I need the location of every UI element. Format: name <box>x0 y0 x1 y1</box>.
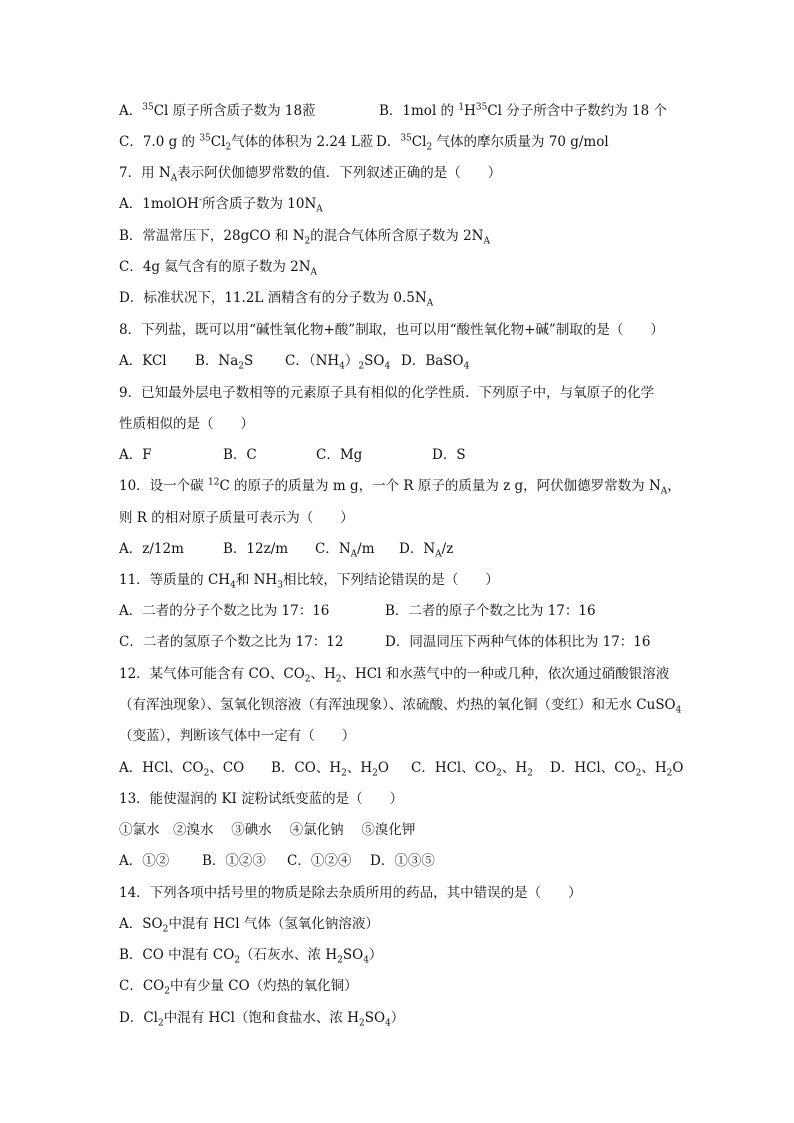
q12-option-b[interactable]: B．CO、$H_2$、$H_2O$ <box>271 760 389 779</box>
q9-option-a[interactable]: A．F <box>119 447 152 463</box>
q9-stem-line1: 9．已知最外层电子数相等的元素原子具有相似的化学性质．下列原子中，与氧原子的化学 <box>119 385 655 401</box>
q12-option-c[interactable]: C．HCl、$CO_2$、$H_2$ <box>411 760 533 779</box>
q12-option-a[interactable]: A．HCl、$CO_2$、CO <box>119 760 245 779</box>
q10-stem-line1: 10．设一个碳 $^{12}$C 的原子的质量为 m g，一个 R 原子的质量为 z g，阿伏伽德罗常数为 $N_A$， <box>119 477 681 497</box>
q6-option-row-cd <box>119 132 609 153</box>
q8-option-d[interactable]: D．BaSO$_4$ <box>401 353 470 372</box>
q10-option-a[interactable]: A．z/12m <box>119 541 184 557</box>
q13-option-a[interactable]: A．①② <box>119 853 170 869</box>
q6-option-row-ab <box>119 101 668 121</box>
q6-option-a[interactable]: A．$^{35}$Cl 原子所含质子数为 18蒞 <box>119 102 316 119</box>
q13-items: ①氯水 ②溴水 ③碘水 ④氯化钠 ⑤溴化钾 <box>119 822 416 838</box>
q11-option-c[interactable]: C．二者的氢原子个数之比为 17：12 <box>119 634 344 650</box>
q7-stem: 7．用 $N_A$表示阿伏伽德罗常数的值．下列叙述正确的是（ ） <box>119 165 502 184</box>
q7-option-d[interactable]: D．标准状况下，11.2L 酒精含有的分子数为 $0.5N_A$ <box>119 290 434 309</box>
q13-options <box>119 851 435 871</box>
q6-option-c[interactable]: C．7.0 g 的 $^{35}Cl_2$气体的体积为 2.24 L蒞 <box>119 133 374 153</box>
q9-option-b[interactable]: B．C <box>223 447 257 463</box>
q11-options-ab <box>119 601 596 621</box>
q11-option-b[interactable]: B．二者的原子个数之比为 17：16 <box>385 603 596 619</box>
q13-stem: 13．能使湿润的 KI 淀粉试纸变蓝的是（ ） <box>119 791 404 807</box>
q14-stem: 14．下列各项中括号里的物质是除去杂质所用的药品，其中错误的是（ ） <box>119 885 582 901</box>
q8-stem: 8．下列盐，既可以用“碱性氧化物+酸”制取，也可以用“酸性氧化物+碱”制取的是（ ） <box>119 322 664 338</box>
q10-option-c[interactable]: C．$N_A/m$ <box>315 541 375 560</box>
q14-option-b[interactable]: B．CO 中混有 $CO_2$（石灰水、浓 $H_2SO_4$） <box>119 947 383 966</box>
q7-option-b[interactable]: B．常温常压下，28gCO 和 $N_2$的混合气体所含原子数为 $2N_A$ <box>119 228 490 247</box>
q11-stem: 11．等质量的 $CH_4$和 $NH_3$相比较，下列结论错误的是（ ） <box>119 572 499 591</box>
q9-option-c[interactable]: C．Mg <box>316 447 363 463</box>
q8-option-c[interactable]: C．$(NH_4)_2SO_4$ <box>285 353 391 372</box>
q13-option-c[interactable]: C．①②④ <box>287 853 352 869</box>
q13-option-b[interactable]: B．①②③ <box>202 853 266 869</box>
q10-options <box>119 539 454 560</box>
q12-options <box>119 758 684 779</box>
q8-option-b[interactable]: B．$Na_2S$ <box>195 353 254 372</box>
q9-options <box>119 445 466 465</box>
q11-option-a[interactable]: A．二者的分子个数之比为 17：16 <box>119 603 330 619</box>
q7-option-c[interactable]: C．4g 氦气含有的原子数为 $2N_A$ <box>119 259 318 278</box>
q12-stem-line3: （变蓝），判断该气体中一定有（ ） <box>119 728 356 744</box>
q14-option-a[interactable]: A．$SO_2$中混有 HCl 气体（氢氧化钠溶液） <box>119 916 379 935</box>
q10-option-b[interactable]: B．12z/m <box>223 541 289 557</box>
q12-stem-line2: （有浑浊现象）、氢氧化钡溶液（有浑浊现象）、浓硫酸、灼热的氧化铜（变红）和无水 CuSO$_4$ <box>119 697 682 716</box>
q11-options-cd <box>119 632 651 652</box>
q12-option-d[interactable]: D．HCl、$CO_2$、$H_2O$ <box>550 760 684 779</box>
q14-option-d[interactable]: D．$Cl_2$中混有 HCl（饱和食盐水、浓 $H_2SO_4$） <box>119 1010 405 1029</box>
q10-stem-line2: 则 R 的相对原子质量可表示为（ ） <box>119 510 354 526</box>
q8-options <box>119 351 470 372</box>
q9-stem-line2: 性质相似的是（ ） <box>119 416 254 432</box>
q9-option-d[interactable]: D．S <box>432 447 466 463</box>
q7-option-a[interactable]: A．1molOH-所含质子数为 $10N_A$ <box>119 195 323 215</box>
q14-option-c[interactable]: C．$CO_2$中有少量 CO（灼热的氧化铜） <box>119 978 358 997</box>
q8-option-a[interactable]: A．KCl <box>119 353 167 369</box>
q11-option-d[interactable]: D．同温同压下两种气体的体积比为 17：16 <box>385 634 651 650</box>
q10-option-d[interactable]: D．$N_A/z$ <box>399 541 454 560</box>
q12-stem-line1: 12．某气体可能含有 CO、$CO_2$、$H_2$、HCl 和水蒸气中的一种或几种，依次通过硝酸银溶液 <box>119 666 670 685</box>
q6-option-d[interactable]: D．$^{35}Cl_2$ 气体的摩尔质量为 70 g/mol <box>376 133 609 153</box>
q13-option-d[interactable]: D．①③⑤ <box>370 853 435 869</box>
q6-option-b[interactable]: B．1mol 的 $^1H^{35}Cl$ 分子所含中子数约为 18 个 <box>379 102 668 119</box>
